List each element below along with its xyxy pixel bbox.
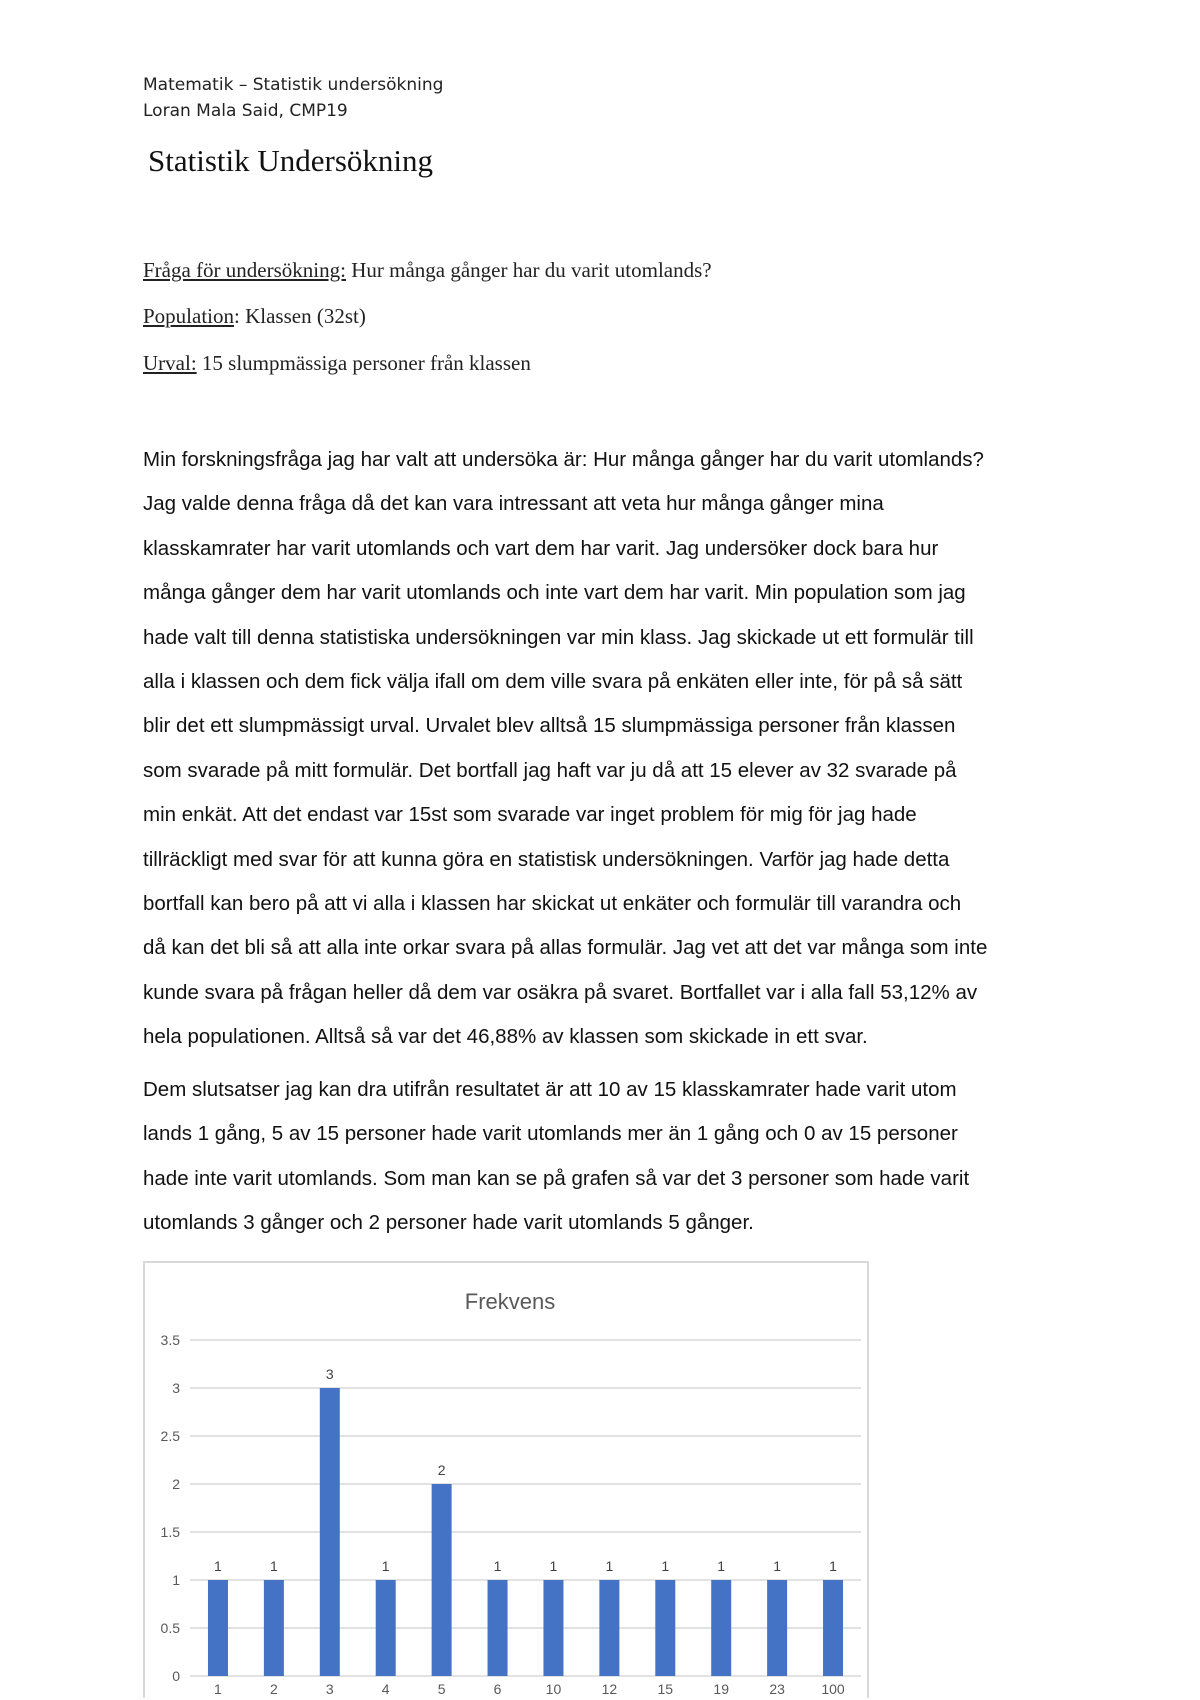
chart-bar [320,1388,340,1676]
chart-bar [599,1580,619,1676]
chart-bar [711,1580,731,1676]
paragraph-line: utomlands 3 gånger och 2 personer hade varit utomlands 5 gånger. [143,1211,754,1235]
frequency-chart [143,1261,869,1698]
x-tick-label: 4 [381,1681,390,1697]
survey-sample-value: 15 slumpmässiga personer från klassen [196,351,531,375]
bar-data-label: 1 [773,1558,782,1574]
bar-data-label: 1 [549,1558,558,1574]
paragraph-line: Min forskningsfråga jag har valt att undersöka är: Hur många gånger har du varit utomlands? [143,448,984,471]
paragraph-line: hade inte varit utomlands. Som man kan se på grafen så var det 3 personer som hade varit [143,1166,970,1190]
y-tick-label: 3.5 [160,1332,180,1348]
paragraph-line: många gånger dem har varit utomlands och inte vart dem har varit. Min population som jag [143,581,966,605]
body-paragraph-method [143,438,1083,1060]
survey-question-label: Fråga för undersökning: [143,258,346,282]
bar-data-label: 1 [493,1558,502,1574]
chart-gridlines [190,1340,861,1676]
survey-question-value: Hur många gånger har du varit utomlands? [345,258,712,282]
bar-data-label: 1 [829,1558,837,1574]
paragraph-line: blir det ett slumpmässigt urval. Urvalet blev alltså 15 slumpmässiga personer från klassen [143,714,956,738]
x-tick-label: 23 [769,1681,785,1697]
chart-title: Frekvens [464,1289,556,1314]
survey-sample-label: Urval: [143,351,197,375]
paragraph-line: kunde svara på frågan heller då dem var osäkra på svaret. Bortfallet var i alla fall 53,12% av [143,980,978,1004]
y-tick-label: 2.5 [160,1428,180,1444]
paragraph-line: alla i klassen och dem fick välja ifall om dem ville svara på enkäten eller inte, för på så sätt [143,670,963,694]
bar-data-label: 2 [437,1462,446,1478]
chart-bar [655,1580,675,1676]
survey-population [143,304,366,329]
header-subject: Matematik – Statistik undersökning [143,75,444,95]
body-paragraph-conclusions [143,1068,1083,1246]
bar-data-label: 1 [605,1558,614,1574]
x-tick-label: 12 [601,1681,618,1697]
paragraph-line: min enkät. Att det endast var 15st som svarade var inget problem för mig för jag hade [143,803,917,827]
x-tick-label: 19 [713,1681,729,1697]
chart-bar [543,1580,563,1676]
paragraph-line: som svarade på mitt formulär. Det bortfall jag haft var ju då att 15 elever av 32 svarade på [143,758,957,782]
bar-data-label: 1 [381,1558,390,1574]
chart-x-axis [214,1681,845,1697]
paragraph-line: klasskamrater har varit utomlands och vart dem har varit. Jag undersöker dock bara hur [143,536,939,560]
survey-question [143,258,712,283]
bar-data-label: 3 [325,1366,334,1382]
paragraph-line: tillräckligt med svar för att kunna göra en statistisk undersökningen. Varför jag hade detta [143,847,950,871]
bar-data-label: 1 [717,1558,726,1574]
paragraph-line: Dem slutsatser jag kan dra utifrån resultatet är att 10 av 15 klasskamrater hade varit utom [143,1078,957,1101]
x-tick-label: 1 [214,1681,222,1697]
paragraph-line: hade valt till denna statistiska undersökningen var min klass. Jag skickade ut ett formulär till [143,625,974,649]
x-tick-label: 100 [821,1681,845,1697]
paragraph-line: hela populationen. Alltså så var det 46,88% av klassen som skickade in ett svar. [143,1025,868,1049]
chart-bar [208,1580,228,1676]
survey-population-label: Population [143,304,235,328]
paragraph-line: lands 1 gång, 5 av 15 personer hade varit utomlands mer än 1 gång och 0 av 15 personer [143,1122,958,1146]
bar-data-label: 1 [661,1558,670,1574]
y-tick-label: 0.5 [160,1620,180,1636]
y-tick-label: 1.5 [160,1524,180,1540]
bar-data-label: 1 [269,1558,278,1574]
chart-y-axis [161,1332,181,1684]
chart-bar [823,1580,843,1676]
survey-sample [143,351,531,376]
x-tick-label: 2 [269,1681,278,1697]
chart-bar [767,1580,787,1676]
chart-bar [264,1580,284,1676]
paragraph-line: Jag valde denna fråga då det kan vara intressant att veta hur många gånger mina [143,492,884,516]
header-author: Loran Mala Said, CMP19 [143,101,348,121]
x-tick-label: 6 [493,1681,502,1697]
y-tick-label: 3 [172,1380,180,1396]
paragraph-line: bortfall kan bero på att vi alla i klassen har skickat ut enkäter och formulär till varandra och [143,892,962,916]
y-tick-label: 2 [172,1476,180,1492]
chart-bar [488,1580,508,1676]
chart-bar [432,1484,452,1676]
x-tick-label: 3 [325,1681,334,1697]
y-tick-label: 0 [172,1668,180,1684]
paragraph-line: då kan det bli så att alla inte orkar svara på allas formulär. Jag vet att det var många som inte [143,936,988,960]
y-tick-label: 1 [172,1572,180,1588]
chart-data-labels [214,1366,837,1574]
x-tick-label: 5 [437,1681,446,1697]
x-tick-label: 10 [545,1681,562,1697]
chart-bar [376,1580,396,1676]
bar-data-label: 1 [214,1558,222,1574]
document-title: Statistik Undersökning [148,143,434,178]
survey-population-value: : Klassen (32st) [234,304,366,328]
x-tick-label: 15 [657,1681,674,1697]
chart-canvas [145,1263,871,1700]
